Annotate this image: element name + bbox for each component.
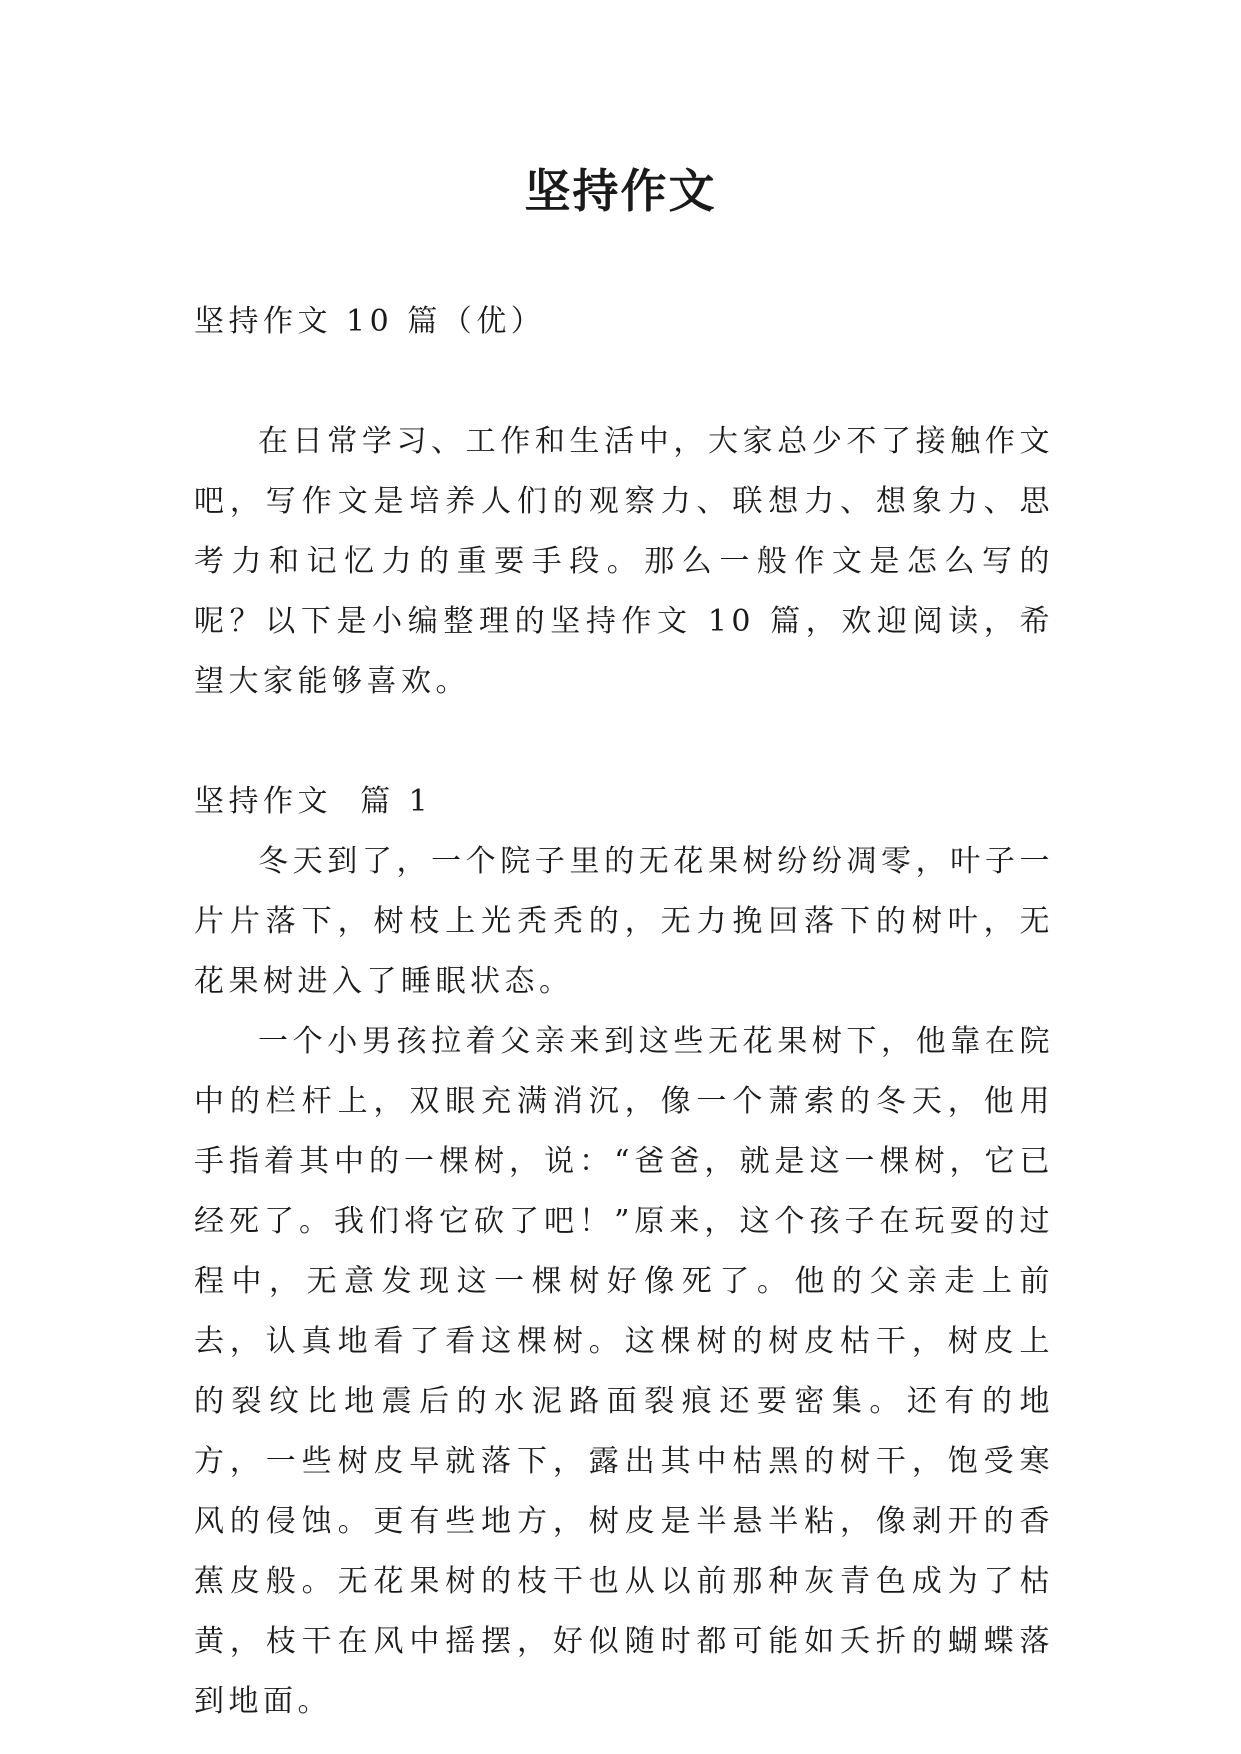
document-body <box>194 292 1054 1732</box>
body-paragraph-2: 一个小男孩拉着父亲来到这些无花果树下，他靠在院中的栏杆上，双眼充满消沉，像一个萧索的冬天，他用手指着其中的一棵树，说：“爸爸，就是这一棵树，它已经死了。我们将它砍了吧！”原来，这个孩子在玩耍的过程中，无意发现这一棵树好像死了。他的父亲走上前去，认真地看了看这棵树。这棵树的树皮枯干，树皮上的裂纹比地震后的水泥路面裂痕还要密集。还有的地方，一些树皮早就落下，露出其中枯黑的树干，饱受寒风的侵蚀。更有些地方，树皮是半悬半粘，像剥开的香蕉皮般。无花果树的枝干也从以前那种灰青色成为了枯黄，枝干在风中摇摆，好似随时都可能如夭折的蝴蝶落到地面。 <box>194 1024 1054 1719</box>
body-paragraph-1: 冬天到了，一个院子里的无花果树纷纷凋零，叶子一片片落下，树枝上光秃秃的，无力挽回落下的树叶，无花果树进入了睡眠状态。 <box>194 844 1054 999</box>
intro-paragraph: 在日常学习、工作和生活中，大家总少不了接触作文吧，写作文是培养人们的观察力、联想力、想象力、思考力和记忆力的重要手段。那么一般作文是怎么写的呢？以下是小编整理的坚持作文 10 篇，欢迎阅读，希望大家能够喜欢。 <box>194 424 1054 699</box>
page-title: 坚持作文 <box>524 164 717 218</box>
document-subtitle: 坚持作文 10 篇（优） <box>194 304 546 339</box>
section-heading: 坚持作文 篇 1 <box>194 784 433 819</box>
